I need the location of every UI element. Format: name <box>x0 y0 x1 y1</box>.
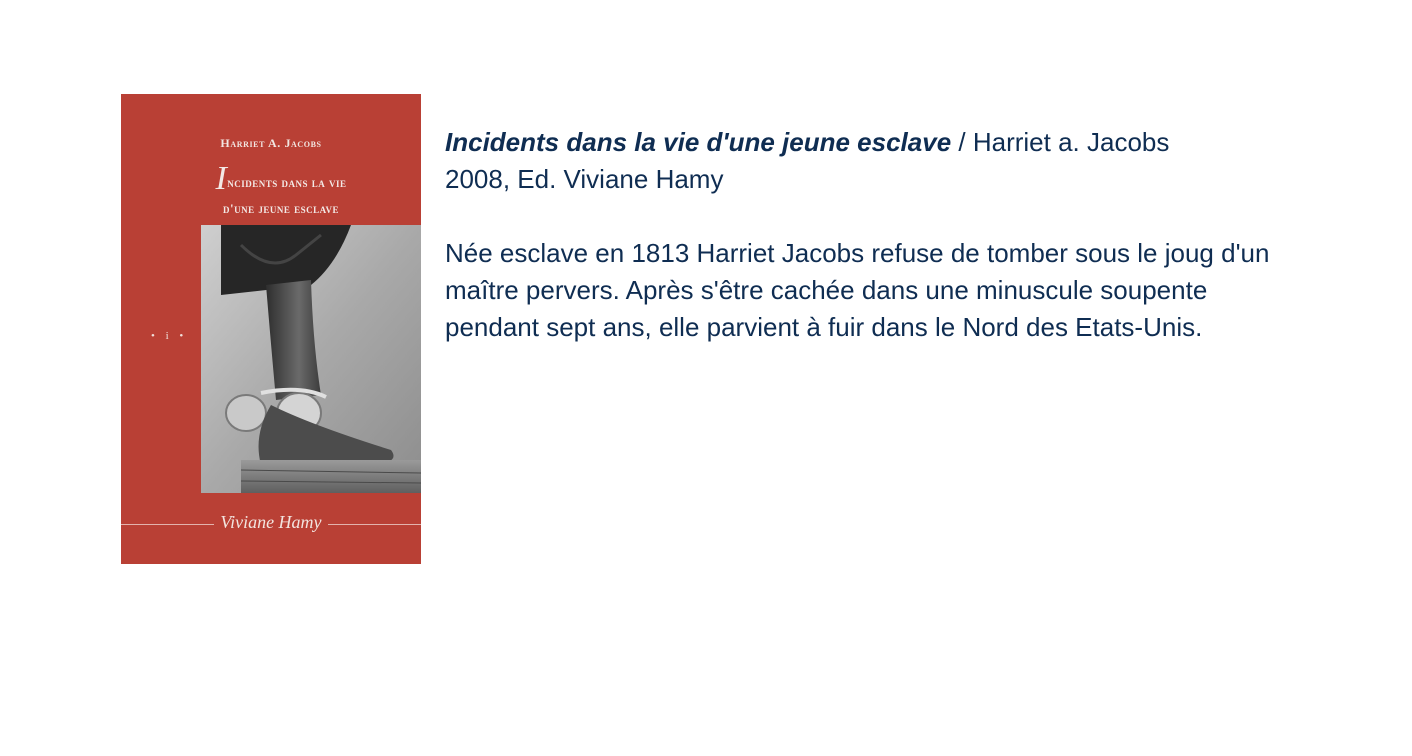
book-title[interactable]: Incidents dans la vie d'une jeune esclave <box>445 127 952 157</box>
book-edition: 2008, Ed. Viviane Hamy <box>445 164 724 194</box>
cover-title-dropcap: I <box>215 160 228 197</box>
cover-photo-ankle <box>201 225 421 493</box>
book-info <box>445 124 1295 346</box>
cover-title-line2: d'une jeune esclave <box>223 201 339 216</box>
book-author: Harriet a. Jacobs <box>972 127 1170 157</box>
cover-publisher: Viviane Hamy <box>121 512 421 533</box>
book-description: Née esclave en 1813 Harriet Jacobs refuse de tomber sous le joug d'un maître pervers. Après s'être cachée dans une minuscule soupente pendant sept ans, elle parvient à fuir dans le Nord des Etats-Unis. <box>445 238 1270 342</box>
cover-author: Harriet A. Jacobs <box>220 136 322 150</box>
author-separator: / <box>951 127 973 157</box>
book-cover-image[interactable] <box>121 94 421 564</box>
cover-publisher-mark: • i • <box>151 330 188 342</box>
book-heading <box>445 124 1295 161</box>
cover-title-line1: ncidents dans la vie <box>227 175 347 190</box>
cover-title <box>161 160 401 222</box>
